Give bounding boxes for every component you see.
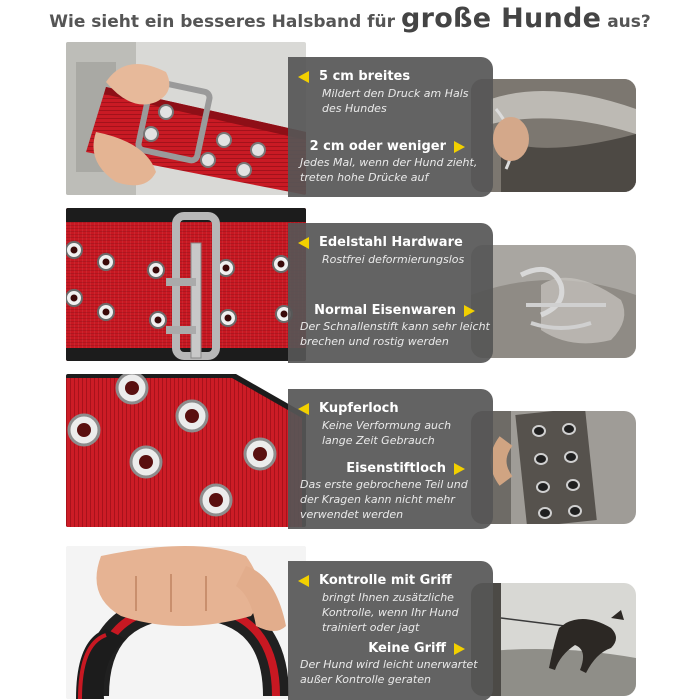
bad-description: Das erste gebrochene Teil und der Kragen kann nicht mehr verwendet werden [300,478,468,521]
bad-heading-row [288,137,493,155]
comparison-width [66,42,636,195]
good-description: Mildert den Druck am Hals des Hundes [322,87,469,115]
bad-description: Jedes Mal, wenn der Hund zieht, treten hohe Drücke auf [300,156,478,184]
good-description: Rostfrei deformierungslos [322,253,465,266]
arrow-left-icon [298,237,309,249]
photo-wide-collar [66,42,306,195]
good-heading-row [288,571,493,589]
bad-heading: Eisenstiftloch [346,461,446,476]
arrow-right-icon [464,305,475,317]
comparison-grommets [66,374,636,527]
comparison-hardware [66,208,636,361]
info-panel [288,57,493,197]
title-highlight: große Hunde [400,3,602,34]
bad-heading: Keine Griff [368,641,446,656]
page-title [0,0,700,40]
photo-dog-running [471,583,636,696]
arrow-left-icon [298,575,309,587]
photo-copper-grommets [66,374,306,527]
bad-description: Der Hund wird leicht unerwartet außer Kontrolle geraten [300,658,478,686]
good-description: Keine Verformung auch lange Zeit Gebrauch [322,419,452,447]
comparison-handle [66,546,636,699]
photo-thin-collar [471,79,636,192]
photo-handle [66,546,306,699]
good-heading-row [288,233,493,251]
arrow-left-icon [298,403,309,415]
bad-heading-row [288,301,493,319]
good-description: bringt Ihnen zusätzliche Kontrolle, wenn Ihr Hund trainiert oder jagt [322,591,459,634]
info-panel [288,561,493,700]
arrow-right-icon [454,643,465,655]
arrow-left-icon [298,71,309,83]
bad-description: Der Schnallenstift kann sehr leicht brechen und rostig werden [300,320,490,348]
photo-rusty-buckle [471,245,636,358]
info-panel [288,223,493,363]
bad-heading-row [288,639,493,657]
bad-heading-row [288,459,493,477]
title-suffix: aus? [607,12,651,32]
good-heading-row [288,67,493,85]
bad-heading: 2 cm oder weniger [309,139,446,154]
arrow-right-icon [454,463,465,475]
photo-steel-buckle [66,208,306,361]
info-panel [288,389,493,529]
arrow-right-icon [454,141,465,153]
title-prefix: Wie sieht ein besseres Halsband für [49,12,396,32]
bad-heading: Normal Eisenwaren [314,303,456,318]
good-heading-row [288,399,493,417]
photo-iron-grommets [471,411,636,524]
good-heading: Edelstahl Hardware [319,235,463,250]
good-heading: 5 cm breites [319,69,411,84]
good-heading: Kupferloch [319,401,399,416]
good-heading: Kontrolle mit Griff [319,573,452,588]
